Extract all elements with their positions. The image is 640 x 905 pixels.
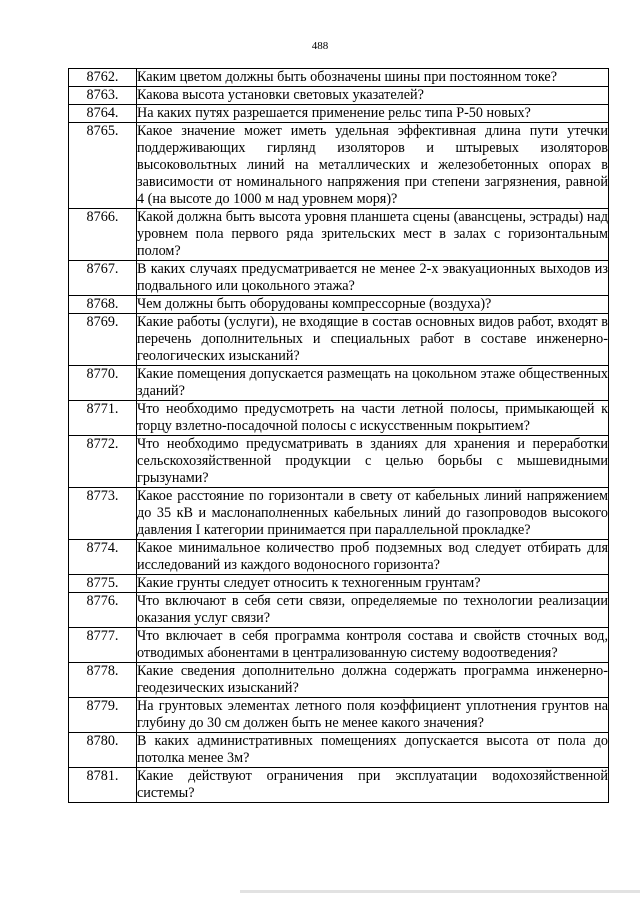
question-text: Какие действуют ограничения при эксплуатации водохозяйственной системы? — [137, 768, 608, 801]
question-number: 8774. — [69, 540, 137, 575]
question-text: Какое расстояние по горизонтали в свету от кабельных линий напряжением до 35 кВ и маслонаполненных кабельных линий до газопроводов высокого давления I категории принимается при параллельной прокладке? — [137, 488, 608, 538]
table-row — [69, 296, 609, 314]
question-number: 8779. — [69, 698, 137, 733]
table-row — [69, 436, 609, 488]
question-text: Что включают в себя сети связи, определяемые по технологии реализации оказания услуг связи? — [137, 593, 608, 626]
question-text: Каким цветом должны быть обозначены шины при постоянном токе? — [137, 69, 609, 87]
questions-table — [68, 68, 609, 803]
question-text: На грунтовых элементах летного поля коэффициент уплотнения грунтов на глубину до 30 см должен быть не менее какого значения? — [137, 698, 608, 731]
scan-edge-mark — [240, 890, 640, 893]
question-number: 8781. — [69, 768, 137, 803]
question-number: 8765. — [69, 123, 137, 209]
question-text: Что необходимо предусмотреть на части летной полосы, примыкающей к торцу взлетно-посадочной полосы с искусственным покрытием? — [137, 401, 608, 434]
question-text: Чем должны быть оборудованы компрессорные (воздуха)? — [137, 296, 609, 314]
question-number: 8775. — [69, 575, 137, 593]
table-row — [69, 105, 609, 123]
question-number: 8780. — [69, 733, 137, 768]
table-row — [69, 314, 609, 366]
question-number: 8770. — [69, 366, 137, 401]
table-row — [69, 575, 609, 593]
question-text: В каких случаях предусматривается не менее 2-х эвакуационных выходов из подвального или цокольного этажа? — [137, 261, 608, 294]
question-text: В каких административных помещениях допускается высота от пола до потолка менее 3м? — [137, 733, 608, 766]
table-row — [69, 366, 609, 401]
question-text: Что включает в себя программа контроля состава и свойств сточных вод, отводимых абонентами в централизованную систему водоотведения? — [137, 628, 608, 661]
table-row — [69, 768, 609, 803]
question-text: Какова высота установки световых указателей? — [137, 87, 609, 105]
question-number: 8762. — [69, 69, 137, 87]
page-number: 488 — [311, 40, 329, 52]
question-text: Какие грунты следует относить к техногенным грунтам? — [137, 575, 609, 593]
question-number: 8766. — [69, 209, 137, 261]
table-row — [69, 69, 609, 87]
table-row — [69, 488, 609, 540]
question-number: 8764. — [69, 105, 137, 123]
question-text: Какое минимальное количество проб подземных вод следует отбирать для исследований из каждого водоносного горизонта? — [137, 540, 608, 573]
table-row — [69, 628, 609, 663]
question-number: 8767. — [69, 261, 137, 296]
table-row — [69, 401, 609, 436]
question-text: Что необходимо предусматривать в зданиях для хранения и переработки сельскохозяйственной продукции с целью борьбы с мышевидными грызунами? — [137, 436, 608, 486]
table-row — [69, 733, 609, 768]
question-text: На каких путях разрешается применение рельс типа Р-50 новых? — [137, 105, 609, 123]
question-text: Какое значение может иметь удельная эффективная длина пути утечки поддерживающих гирлянд изоляторов и штыревых изоляторов высоковольтных линий на металлических и железобетонных опорах в зависимости от номинального напряжения при степени загрязнения, равной 4 (на высоте до 1000 м над уровнем моря)? — [137, 123, 608, 207]
question-number: 8768. — [69, 296, 137, 314]
question-number: 8773. — [69, 488, 137, 540]
table-row — [69, 87, 609, 105]
question-number: 8777. — [69, 628, 137, 663]
table-row — [69, 698, 609, 733]
question-number: 8769. — [69, 314, 137, 366]
question-number: 8763. — [69, 87, 137, 105]
table-row — [69, 663, 609, 698]
question-text: Какие работы (услуги), не входящие в состав основных видов работ, входят в перечень дополнительных и специальных работ в составе инженерно-геологических изысканий? — [137, 314, 608, 364]
question-text: Какие помещения допускается размещать на цокольном этаже общественных зданий? — [137, 366, 608, 399]
table-row — [69, 540, 609, 575]
table-row — [69, 123, 609, 209]
question-number: 8771. — [69, 401, 137, 436]
table-row — [69, 593, 609, 628]
question-text: Какие сведения дополнительно должна содержать программа инженерно-геодезических изысканий? — [137, 663, 608, 696]
question-text: Какой должна быть высота уровня планшета сцены (авансцены, эстрады) над уровнем пола первого ряда зрительских мест в залах с горизонтальным полом? — [137, 209, 608, 259]
question-number: 8778. — [69, 663, 137, 698]
table-row — [69, 209, 609, 261]
table-row — [69, 261, 609, 296]
question-number: 8776. — [69, 593, 137, 628]
question-number: 8772. — [69, 436, 137, 488]
